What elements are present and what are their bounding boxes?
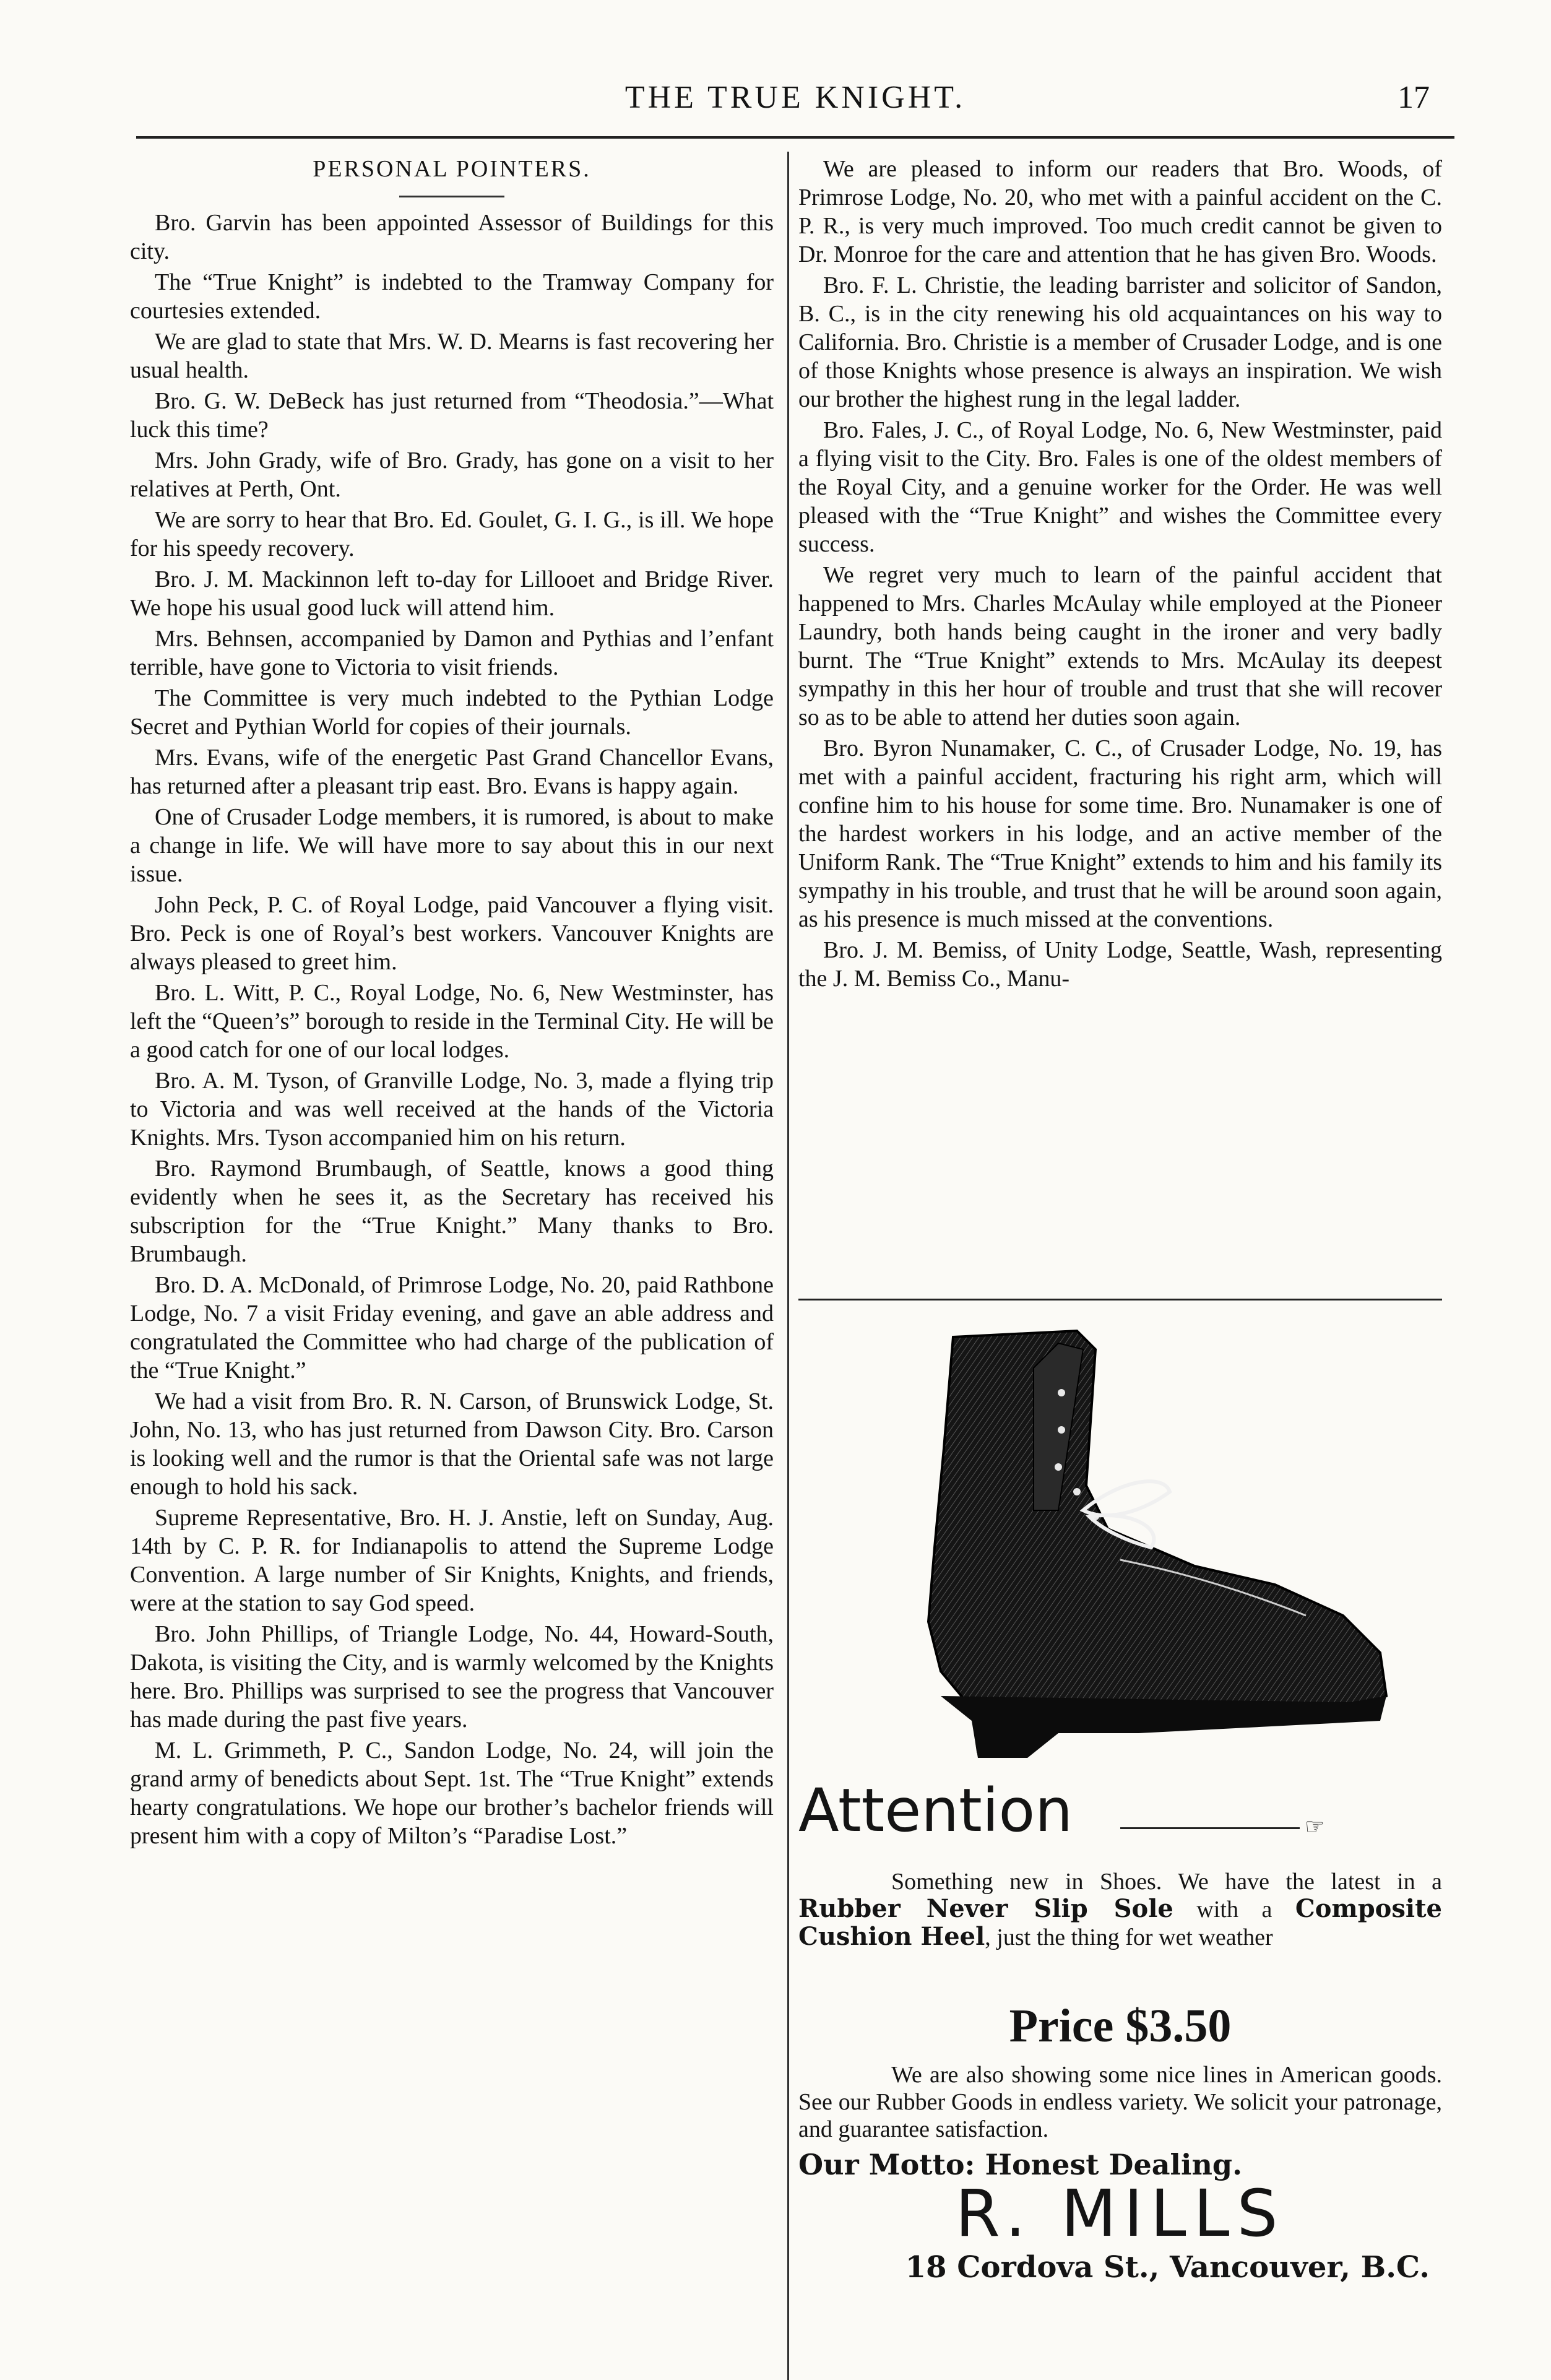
ad-end: , just the thing for wet weather <box>985 1924 1273 1950</box>
title-rule <box>399 196 504 197</box>
news-item: Bro. Garvin has been appointed Assessor of Buildings for this city. <box>130 210 774 264</box>
section-title: PERSONAL POINTERS. <box>313 156 591 182</box>
news-item: We had a visit from Bro. R. N. Carson, of Brunswick Lodge, St. John, No. 13, who has just returned from Dawson City. Bro. Carson is looking well and the rumor is that the Oriental safe was not large enough to hold his sack. <box>130 1388 774 1500</box>
news-item: Bro. Byron Nunamaker, C. C., of Crusader Lodge, No. 19, has met with a painful accident, fracturing his right arm, which will confine him to his house for some time. Bro. Nunamaker is one of the hardest workers in his lodge, and an active member of the Uniform Rank. The “True Knight” extends to him and his family its sympathy in his trouble, and trust that he will be around soon again, as his presence is much missed at the conventions. <box>798 735 1442 932</box>
ad-feature-heel: Composite Cushion Heel <box>798 1894 1443 1951</box>
ad-feature-sole: Rubber Never Slip Sole <box>798 1894 1173 1923</box>
news-item: John Peck, P. C. of Royal Lodge, paid Vancouver a flying visit. Bro. Peck is one of Royal’s best workers. Vancouver Knights are always pleased to greet him. <box>130 892 774 975</box>
page-header <box>136 79 1454 141</box>
news-item: One of Crusader Lodge members, it is rumored, is about to make a change in life. We will have more to say about this in our next issue. <box>130 804 774 887</box>
news-item: Bro. J. M. Mackinnon left to-day for Lillooet and Bridge River. We hope his usual good luck will attend him. <box>130 566 774 621</box>
news-item: Mrs. Behnsen, accompanied by Damon and Pythias and l’enfant terrible, have gone to Victoria to visit friends. <box>130 626 774 680</box>
news-item: Bro. Raymond Brumbaugh, of Seattle, knows a good thing evidently when he sees it, as the Secretary has received his subscription for the “True Knight.” Many thanks to Bro. Brumbaugh. <box>130 1156 774 1267</box>
news-item: M. L. Grimmeth, P. C., Sandon Lodge, No. 24, will join the grand army of benedicts about Sept. 1st. The “True Knight” extends hearty congratulations. We hope our brother’s bachelor friends will present him with a copy of Milton’s “Paradise Lost.” <box>130 1737 774 1849</box>
news-item: Bro. John Phillips, of Triangle Lodge, No. 44, Howard-South, Dakota, is visiting the City, and is warmly welcomed by the Knights here. Bro. Phillips was surprised to see the progress that Vancouver has made during the past five years. <box>130 1621 774 1733</box>
news-item: We are sorry to hear that Bro. Ed. Goulet, G. I. G., is ill. We hope for his speedy recovery. <box>130 507 774 561</box>
store-name: R. MILLS <box>955 2176 1285 2251</box>
news-item: Bro. J. M. Bemiss, of Unity Lodge, Seattle, Wash, representing the J. M. Bemiss Co., Manu- <box>798 937 1442 992</box>
left-column <box>130 155 774 1853</box>
store-motto: Our Motto: Honest Dealing. <box>798 2148 1243 2181</box>
ad-more-text: We are also showing some nice lines in American goods. See our Rubber Goods in endless variety. We solicit your patronage, and guarantee satisfaction. <box>798 2062 1442 2142</box>
advertisement-text <box>798 1868 1442 1951</box>
header-rule <box>136 136 1454 139</box>
shoe-illustration <box>873 1325 1405 1770</box>
news-item: Bro. G. W. DeBeck has just returned from “Theodosia.”—What luck this time? <box>130 388 774 443</box>
news-item: We regret very much to learn of the painful accident that happened to Mrs. Charles McAulay while employed at the Pioneer Laundry, both hands being caught in the ironer and very badly burnt. The “True Knight” extends to Mrs. McAulay its deepest sympathy in this her hour of trouble and trust that she will recover so as to be able to attend her duties soon again. <box>798 562 1442 730</box>
ad-intro: Something new in Shoes. We have the latest in a <box>891 1869 1442 1895</box>
news-item: Bro. F. L. Christie, the leading barrister and solicitor of Sandon, B. C., is in the city renewing his old acquaintances on his way to California. Bro. Christie is a member of Crusader Lodge, and is one of those Knights whose presence is always an inspiration. We wish our brother the highest rung in the legal ladder. <box>798 272 1442 412</box>
news-item: Bro. A. M. Tyson, of Granville Lodge, No. 3, made a flying trip to Victoria and was well received at the hands of the Victoria Knights. Mrs. Tyson accompanied him on his return. <box>130 1068 774 1151</box>
attention-heading: Attention <box>798 1776 1073 1845</box>
news-item: Mrs. John Grady, wife of Bro. Grady, has gone on a visit to her relatives at Perth, Ont. <box>130 448 774 502</box>
store-address: 18 Cordova St., Vancouver, B.C. <box>905 2250 1430 2285</box>
news-item: We are pleased to inform our readers that Bro. Woods, of Primrose Lodge, No. 20, who met with a painful accident on the C. P. R., is very much improved. Too much credit cannot be given to Dr. Monroe for the care and attention that he has given Bro. Woods. <box>798 156 1442 267</box>
advertisement-rule <box>798 1299 1442 1300</box>
hand-pointer-icon: ☞ <box>1305 1814 1325 1839</box>
price-label: Price $3.50 <box>1009 2000 1232 2052</box>
column-divider <box>787 152 789 2380</box>
news-item: Mrs. Evans, wife of the energetic Past Grand Chancellor Evans, has returned after a pleasant trip east. Bro. Evans is happy again. <box>130 745 774 799</box>
news-item: Supreme Representative, Bro. H. J. Anstie, left on Sunday, Aug. 14th by C. P. R. for Indianapolis to attend the Supreme Lodge Convention. A large number of Sir Knights, Knights, and friends, were at the station to say God speed. <box>130 1505 774 1616</box>
news-item: Bro. Fales, J. C., of Royal Lodge, No. 6, New Westminster, paid a flying visit to the City. Bro. Fales is one of the oldest members of the Royal City, and a genuine worker for the Order. He was well pleased with the “True Knight” and wishes the Committee every success. <box>798 417 1442 557</box>
news-item: The Committee is very much indebted to the Pythian Lodge Secret and Pythian World for copies of their journals. <box>130 685 774 740</box>
right-column <box>798 155 1442 995</box>
publication-title: THE TRUE KNIGHT. <box>624 80 966 115</box>
news-item: Bro. L. Witt, P. C., Royal Lodge, No. 6, New Westminster, has left the “Queen’s” borough to reside in the Terminal City. He will be a good catch for one of our local lodges. <box>130 980 774 1063</box>
news-item: We are glad to state that Mrs. W. D. Mearns is fast recovering her usual health. <box>130 329 774 383</box>
page-number: 17 <box>1398 80 1430 115</box>
news-item: Bro. D. A. McDonald, of Primrose Lodge, No. 20, paid Rathbone Lodge, No. 7 a visit Friday evening, and gave an able address and congratulated the Committee who had charge of the publication of the “True Knight.” <box>130 1272 774 1383</box>
news-item: The “True Knight” is indebted to the Tramway Company for courtesies extended. <box>130 269 774 324</box>
heading-rule <box>1120 1827 1300 1829</box>
ad-mid: with a <box>1196 1897 1272 1923</box>
advertisement-more <box>798 2061 1442 2143</box>
